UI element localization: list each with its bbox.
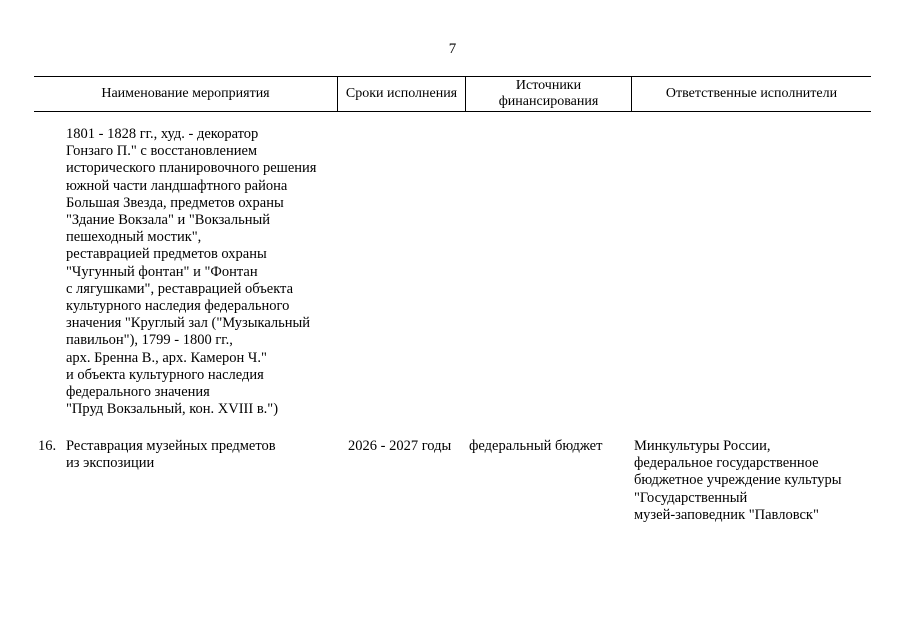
header-dates xyxy=(338,76,465,111)
row-16-name-line: из экспозиции xyxy=(66,455,155,472)
continuation-line: павильон"), 1799 - 1800 гг., xyxy=(66,332,233,349)
header-responsible-label: Ответственные исполнители xyxy=(665,85,838,101)
row-16-responsible-line: музей-заповедник "Павловск" xyxy=(634,506,819,523)
header-responsible xyxy=(632,76,871,111)
continuation-line: и объекта культурного наследия xyxy=(66,366,264,383)
continuation-line: арх. Бренна В., арх. Камерон Ч." xyxy=(66,349,267,366)
row-16-name xyxy=(66,438,276,472)
header-name xyxy=(34,76,337,111)
header-name-label: Наименование мероприятия xyxy=(101,85,270,101)
continuation-line: значения "Круглый зал ("Музыкальный xyxy=(66,315,311,332)
row-16-responsible-line: бюджетное учреждение культуры xyxy=(634,472,842,489)
continuation-line: с лягушками", реставрацией объекта xyxy=(66,280,294,297)
header-bottom-rule xyxy=(34,111,871,112)
header-dates-label: Сроки исполнения xyxy=(345,85,458,101)
row-16-responsible xyxy=(634,438,841,524)
header-funding-label-2: финансирования xyxy=(498,93,599,109)
continuation-line: исторического планировочного решения xyxy=(66,160,317,177)
continuation-line: "Чугунный фонтан" и "Фонтан xyxy=(66,263,258,280)
page-number: 7 xyxy=(448,41,457,57)
continuation-line: "Здание Вокзала" и "Вокзальный xyxy=(66,212,270,229)
row-16-name-line: Реставрация музейных предметов xyxy=(66,438,276,454)
continuation-line: культурного наследия федерального xyxy=(66,298,290,315)
row-16-responsible-line: "Государственный xyxy=(634,489,748,506)
header-funding-label-1: Источники xyxy=(515,77,582,93)
row-16-number: 16. xyxy=(38,438,57,454)
row-16-dates: 2026 - 2027 годы xyxy=(348,438,452,454)
continuation-line: 1801 - 1828 гг., худ. - декоратор xyxy=(66,126,259,142)
continuation-line: реставрацией предметов охраны xyxy=(66,246,267,263)
continuation-line: южной части ландшафтного района xyxy=(66,177,288,194)
row-16-funding: федеральный бюджет xyxy=(469,438,603,454)
continuation-line: "Пруд Вокзальный, кон. XVIII в.") xyxy=(66,401,279,418)
continuation-cell xyxy=(66,126,316,418)
header-funding xyxy=(466,76,631,111)
continuation-line: пешеходный мостик", xyxy=(66,229,202,246)
continuation-line: федерального значения xyxy=(66,384,210,401)
row-16-responsible-line: Минкультуры России, xyxy=(634,438,771,454)
continuation-line: Гонзаго П." с восстановлением xyxy=(66,143,258,160)
continuation-line: Большая Звезда, предметов охраны xyxy=(66,194,284,211)
row-16-responsible-line: федеральное государственное xyxy=(634,455,819,472)
